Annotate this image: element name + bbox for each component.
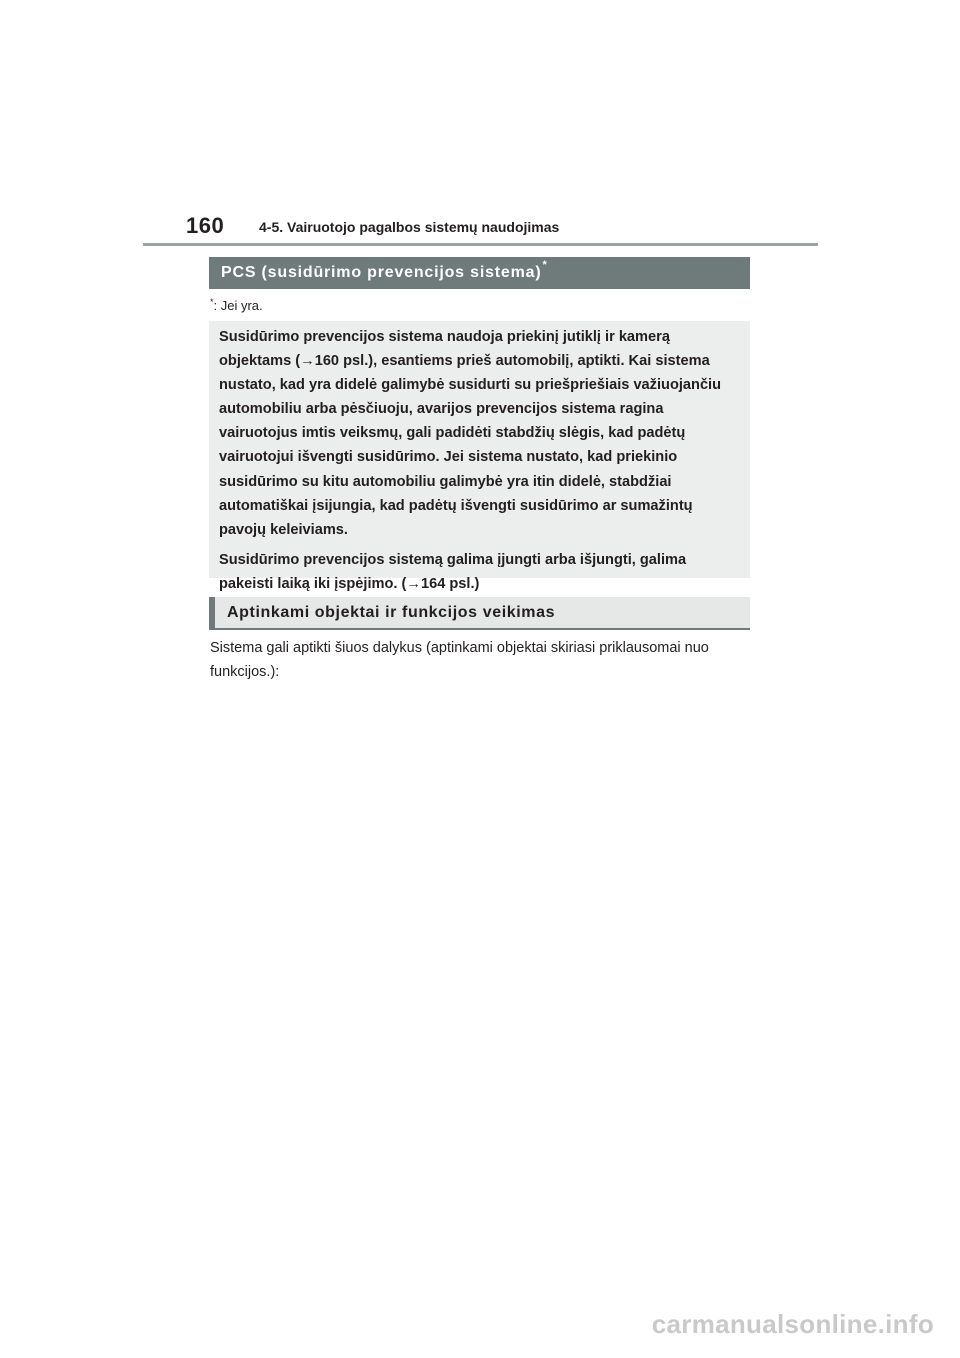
intro-paragraph-1-text-end: 160 psl.), esantiems prieš automobilį, aptikti. Kai sistema nustato, kad yra didelė galimybė susidurti su priešpriešiais važiuojančiu automobiliu arba pėsčiuoju, avarijos prevencijos sistema ragina vairuotojus imtis veiksmų, gali padidėti stabdžių slėgis, kad padėtų vairuotojui išvengti susidūrimo. Jei sistema nustato, kad priekinio susidūrimo su kitu automobiliu galimybė yra itin didelė, stabdžiai automatiškai įsijungia, kad padėtų išvengti susidūrimo ar sumažintų pavojų keleiviams.: [219, 353, 722, 538]
chapter-title: 4-5. Vairuotojo pagalbos sistemų naudojimas: [259, 219, 560, 235]
subsection-title-bar: [209, 597, 750, 630]
page-reference-arrow-icon: →: [406, 575, 421, 592]
intro-paragraph-2: [219, 548, 740, 596]
intro-paragraph-1-text-start: Susidūrimo prevencijos sistema naudoja priekinį jutiklį ir kamerą objektams (: [219, 329, 670, 370]
page-number: 160: [186, 213, 225, 238]
subsection-accent: [209, 597, 215, 628]
section-title-bar: [209, 257, 750, 289]
footnote: [210, 298, 263, 313]
intro-paragraph-1: [219, 325, 740, 542]
page-reference-arrow-icon: →: [300, 353, 315, 370]
intro-paragraph-2-text-end: 164 psl.): [420, 575, 480, 592]
watermark: carmanualsonline.info: [651, 1309, 934, 1339]
header-divider: [143, 243, 818, 246]
page-header: [0, 0, 960, 250]
subsection-title: Aptinkami objektai ir funkcijos veikimas: [227, 603, 556, 621]
body-paragraph: Sistema gali aptikti šiuos dalykus (aptinkami objektai skiriasi priklausomai nuo funkcijos.):: [210, 640, 709, 680]
section-title: PCS (susidūrimo prevencijos sistema): [221, 264, 542, 281]
footnote-asterisk: *: [210, 297, 214, 307]
footnote-text: : Jei yra.: [213, 298, 263, 313]
intro-box: [209, 321, 750, 592]
intro-paragraph-2-text-start: Susidūrimo prevencijos sistemą galima įjungti arba išjungti, galima pakeisti laiką iki įspėjimo. (: [219, 551, 687, 592]
section-title-asterisk: *: [542, 259, 547, 271]
